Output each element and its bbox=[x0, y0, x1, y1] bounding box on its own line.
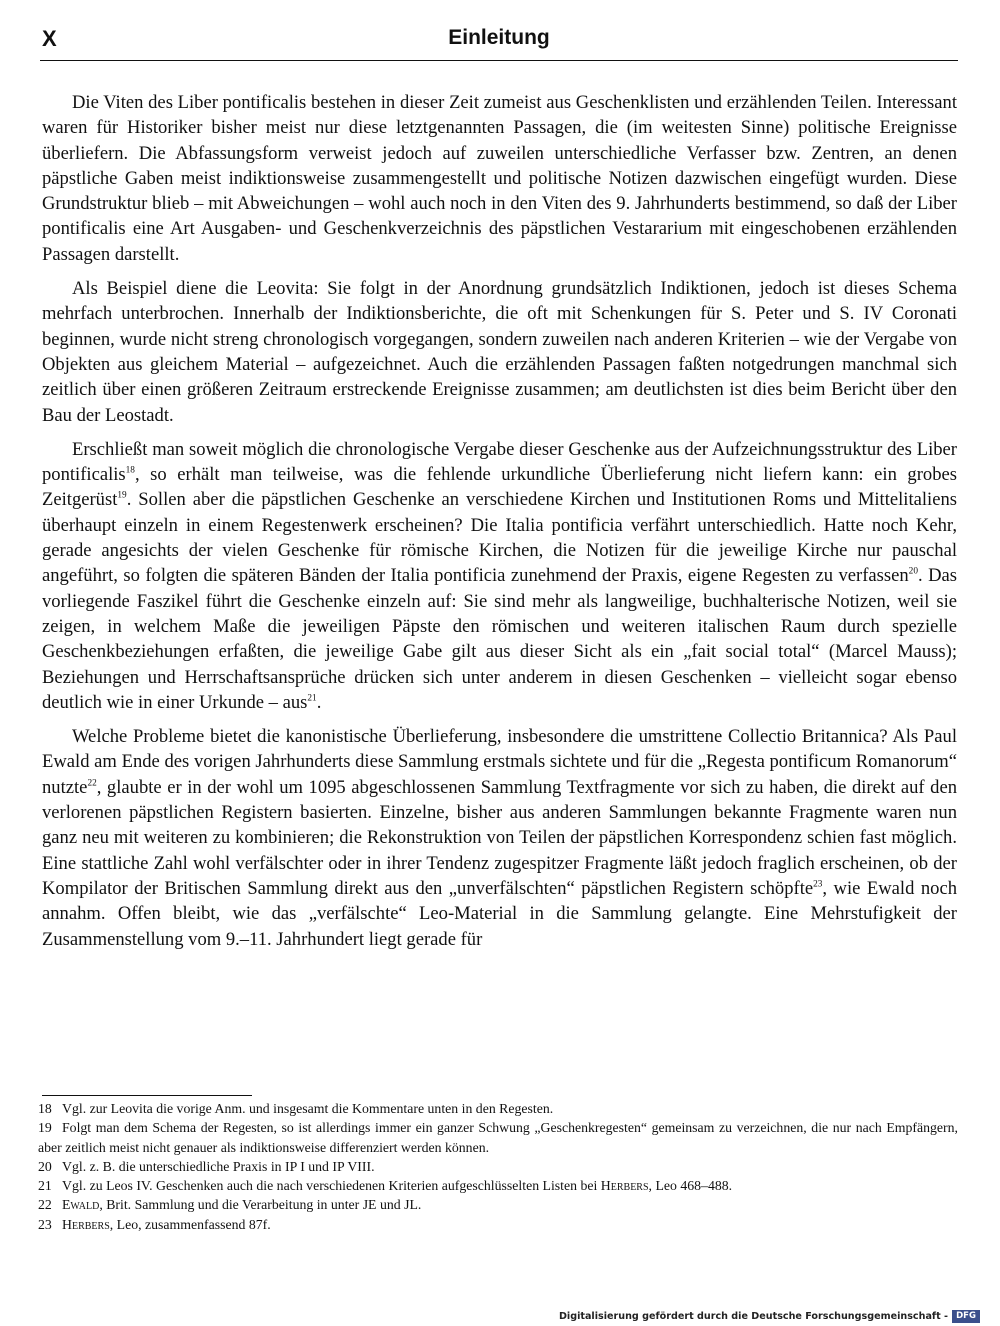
text-segment: Erschließt man soweit möglich die chronologische Vergabe dieser Geschenke aus der Aufzeichnungsstruktur des Liber pontificalis bbox=[42, 438, 957, 486]
footnote-text: , Leo 468–488. bbox=[648, 1178, 733, 1194]
text-segment: , so erhält man teilweise, was die fehlende urkundliche Überlieferung nicht liefern kann: ein grobes Zeitgerüst bbox=[42, 464, 957, 511]
text-segment: Welche Probleme bietet die kanonistische Überlieferung, insbesondere die umstrittene Collectio Britannica? Als Paul Ewald am Ende des vorigen Jahrhunderts diese Sammlung erstmals sichtete und für die „Regesta pontificum Romanorum“ nutzte bbox=[42, 726, 957, 798]
dfg-logo-icon: DFG bbox=[952, 1310, 980, 1323]
footnote-ref-20: 20 bbox=[908, 566, 918, 577]
paragraph-4 bbox=[42, 724, 957, 952]
page-number: X bbox=[42, 26, 57, 51]
footnote-number: 21 bbox=[38, 1178, 52, 1194]
footnote-23 bbox=[38, 1215, 958, 1234]
footnote-author: Herbers bbox=[600, 1178, 649, 1194]
footnote-number: 18 bbox=[38, 1101, 52, 1116]
footnote-18 bbox=[38, 1099, 958, 1118]
footnote-divider bbox=[42, 1095, 252, 1096]
text-segment: . bbox=[316, 691, 322, 713]
paragraph-3 bbox=[42, 437, 957, 715]
footnote-number: 19 bbox=[38, 1120, 52, 1136]
footnote-number: 22 bbox=[38, 1197, 52, 1213]
footnote-20 bbox=[38, 1157, 958, 1176]
paragraph-1: Die Viten des Liber pontificalis bestehen in dieser Zeit zumeist aus Geschenklisten und erzählenden Teilen. Interessant waren für Historiker bisher meist nur diese letztgenannten Passagen, die (im weitesten Sinne) politische Ereignisse überliefern. Die Abfassungsform verweist jedoch auf zuweilen unterschiedliche Verfasser bzw. Zentren, an denen päpstliche Gaben meist indiktionsweise zusammengestellt und politische Notizen dazwischen eingefügt wurden. Diese Grundstruktur blieb – mit Abweichungen – wohl auch noch in den Viten des 9. Jahrhunderts bestimmend, so daß der Liber pontificalis eine Art Ausgaben- und Geschenkverzeichnis des päpstlichen Vestararium mit eingeschobenen erzählenden Passagen darstellt. bbox=[42, 92, 957, 265]
running-head: Einleitung bbox=[448, 26, 550, 49]
footnote-text: Vgl. z. B. die unterschiedliche Praxis in IP I und IP VIII. bbox=[62, 1158, 375, 1174]
footnote-22 bbox=[38, 1195, 958, 1214]
digitization-credit bbox=[559, 1308, 980, 1324]
footnote-author: Herbers bbox=[62, 1216, 110, 1232]
text-segment: , glaubte er in der wohl um 1095 abgeschlossenen Sammlung Textfragmente vor sich zu haben, die direkt auf den verlorenen päpstlichen Registern basierten. Einzelne, bisher aus anderen Sammlungen bekannte Fragmente waren nun ganz neu mit weiteren zu kombinieren; die Rekonstruktion von Teilen der päpstlichen Korrespondenz schien fast möglich. Eine stattliche Zahl wohl verfälschter oder in ihrer Tendenz zugespitzer Fragmente läßt jedoch fraglich erscheinen, ob der Kompilator der Britischen Sammlung direkt aus den „unverfälschten“ päpstlichen Registern schöpfte bbox=[42, 776, 957, 899]
footnote-text: Folgt man dem Schema der Regesten, so ist allerdings immer ein ganzer Schwung „Geschenkregesten“ gemeinsam zu verzeichnen, die nur nach Empfängern, aber zeitlich meist nicht genauer als indiktionsweise differenziert werden können. bbox=[38, 1120, 958, 1155]
paragraph-2: Als Beispiel diene die Leovita: Sie folgt in der Anordnung grundsätzlich Indiktionen, jedoch ist dieses Schema mehrfach unterbrochen. Innerhalb der Indiktionsberichte, die oft mit Schenkungen für S. Peter und S. IV Coronati beginnen, wurde nicht streng chronologisch vorgegangen, sondern zuweilen nach anderen Kriterien – wie der Vergabe von Objekten aus gleichem Material – aufgezeichnet. Auch die erzählenden Passagen faßten notgedrungen manchmal sich zeitlich über einen größeren Zeitraum erstreckende Ereignisse zusammen; am deutlichsten ist dies beim Bericht über den Bau der Leostadt. bbox=[42, 278, 957, 426]
footnotes bbox=[38, 1099, 958, 1234]
footnote-19 bbox=[38, 1118, 958, 1157]
footnote-number: 23 bbox=[38, 1216, 52, 1232]
text-segment: . Sollen aber die päpstlichen Geschenke an verschiedene Kirchen und Institutionen Roms und Mittelitaliens überhaupt einzeln in einem Regestenwerk erscheinen? Die Italia pontificia verfährt unterschiedlich. Hatte noch Kehr, gerade angesichts der vielen Geschenke für römische Kirchen, die Notizen für die jeweilige Kirche nur pauschal angeführt, so folgten die späteren Bänden der Italia pontificia zunehmend der Praxis, eigene Regesten zu verfassen bbox=[42, 489, 957, 587]
credit-text: Digitalisierung gefördert durch die Deutsche Forschungsgemeinschaft - bbox=[558, 1310, 948, 1322]
main-text bbox=[42, 90, 957, 961]
footnote-ref-23: 23 bbox=[813, 879, 823, 890]
footnote-21 bbox=[38, 1176, 958, 1195]
footnote-ref-21: 21 bbox=[307, 693, 317, 704]
footnote-number: 20 bbox=[38, 1158, 52, 1174]
footnote-ref-22: 22 bbox=[87, 778, 97, 789]
footnote-author: Ewald bbox=[62, 1197, 100, 1213]
footnote-text: Vgl. zur Leovita die vorige Anm. und insgesamt die Kommentare unten in den Regesten. bbox=[62, 1101, 554, 1116]
footnote-text: , Leo, zusammenfassend 87f. bbox=[109, 1216, 271, 1232]
text-segment: , wie Ewald noch annahm. Offen bleibt, wie das „verfälschte“ Leo-Material in die Sammlung gelangte. Eine Mehrstufigkeit der Zusammenstellung vom 9.–11. Jahrhundert liegt gerade für bbox=[42, 877, 957, 950]
page-header bbox=[40, 26, 958, 61]
text-segment: . Das vorliegende Faszikel führt die Geschenke einzeln auf: Sie sind mehr als langweilige, buchhalterische Notizen, weil sie zeigen, in welchem Maße die jeweiligen Päpste den römischen und weiteren italischen Raum durch spezielle Geschenkbeziehungen erfaßten, die jeweilige Gabe gilt aus dieser Sicht als ein „fait social total“ (Marcel Mauss); Beziehungen und Herrschaftsansprüche drücken sich unter anderem in diesen Geschenken – vielleicht sogar ebenso deutlich wie in einer Urkunde – aus bbox=[42, 565, 957, 713]
footnote-ref-18: 18 bbox=[125, 465, 135, 476]
footnote-ref-19: 19 bbox=[117, 491, 127, 502]
footnote-text: , Brit. Sammlung und die Verarbeitung in unter JE und JL. bbox=[99, 1197, 422, 1213]
footnote-text: Vgl. zu Leos IV. Geschenken auch die nach verschiedenen Kriterien aufgeschlüsselten Listen bei bbox=[62, 1178, 601, 1194]
